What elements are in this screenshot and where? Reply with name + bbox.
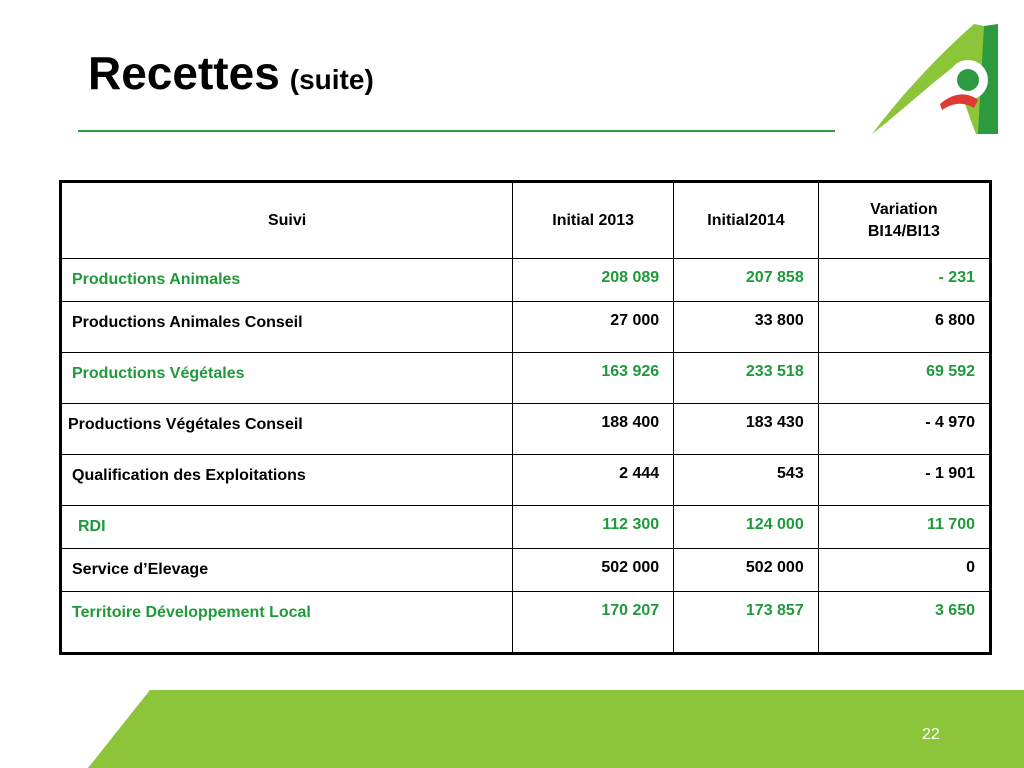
row-variation: 3 650 bbox=[818, 592, 990, 654]
row-label: RDI bbox=[61, 506, 513, 549]
header-initial-2014: Initial2014 bbox=[674, 182, 819, 259]
row-label: Service d’Elevage bbox=[61, 549, 513, 592]
row-value-2014: 207 858 bbox=[674, 259, 819, 302]
table-row bbox=[61, 404, 991, 455]
row-label: Productions Végétales bbox=[61, 353, 513, 404]
row-label: Productions Animales bbox=[61, 259, 513, 302]
table-row bbox=[61, 353, 991, 404]
page-number: 22 bbox=[922, 726, 940, 743]
row-value-2014: 502 000 bbox=[674, 549, 819, 592]
slide-subtitle: (suite) bbox=[289, 64, 374, 95]
recettes-table bbox=[59, 180, 992, 655]
row-variation: - 1 901 bbox=[818, 455, 990, 506]
header-initial-2013: Initial 2013 bbox=[513, 182, 674, 259]
row-variation: 0 bbox=[818, 549, 990, 592]
row-value-2014: 543 bbox=[674, 455, 819, 506]
row-value-2013: 502 000 bbox=[513, 549, 674, 592]
table-row bbox=[61, 302, 991, 353]
table-row bbox=[61, 506, 991, 549]
row-value-2013: 163 926 bbox=[513, 353, 674, 404]
brand-logo-icon bbox=[866, 22, 998, 136]
header-suivi: Suivi bbox=[61, 182, 513, 259]
row-value-2013: 27 000 bbox=[513, 302, 674, 353]
slide-title-main: Recettes bbox=[88, 47, 280, 99]
slide-title bbox=[88, 46, 374, 100]
row-label: Productions Animales Conseil bbox=[61, 302, 513, 353]
header-variation bbox=[818, 182, 990, 259]
row-value-2014: 173 857 bbox=[674, 592, 819, 654]
row-variation: - 231 bbox=[818, 259, 990, 302]
row-variation: - 4 970 bbox=[818, 404, 990, 455]
row-value-2013: 112 300 bbox=[513, 506, 674, 549]
row-value-2014: 33 800 bbox=[674, 302, 819, 353]
title-underline bbox=[78, 130, 835, 132]
footer-band bbox=[0, 690, 1024, 768]
row-value-2013: 188 400 bbox=[513, 404, 674, 455]
row-value-2014: 183 430 bbox=[674, 404, 819, 455]
table-row bbox=[61, 455, 991, 506]
header-variation-line1: Variation bbox=[870, 200, 938, 218]
table-row bbox=[61, 259, 991, 302]
row-value-2013: 2 444 bbox=[513, 455, 674, 506]
row-variation: 69 592 bbox=[818, 353, 990, 404]
table-row bbox=[61, 592, 991, 654]
row-value-2013: 208 089 bbox=[513, 259, 674, 302]
row-variation: 6 800 bbox=[818, 302, 990, 353]
row-label: Territoire Développement Local bbox=[61, 592, 513, 654]
table-row bbox=[61, 549, 991, 592]
row-label: Qualification des Exploitations bbox=[61, 455, 513, 506]
row-label: Productions Végétales Conseil bbox=[61, 404, 513, 455]
row-variation: 11 700 bbox=[818, 506, 990, 549]
row-value-2014: 233 518 bbox=[674, 353, 819, 404]
row-value-2013: 170 207 bbox=[513, 592, 674, 654]
header-variation-line2: BI14/BI13 bbox=[867, 222, 940, 240]
row-value-2014: 124 000 bbox=[674, 506, 819, 549]
table-header-row bbox=[61, 182, 991, 259]
